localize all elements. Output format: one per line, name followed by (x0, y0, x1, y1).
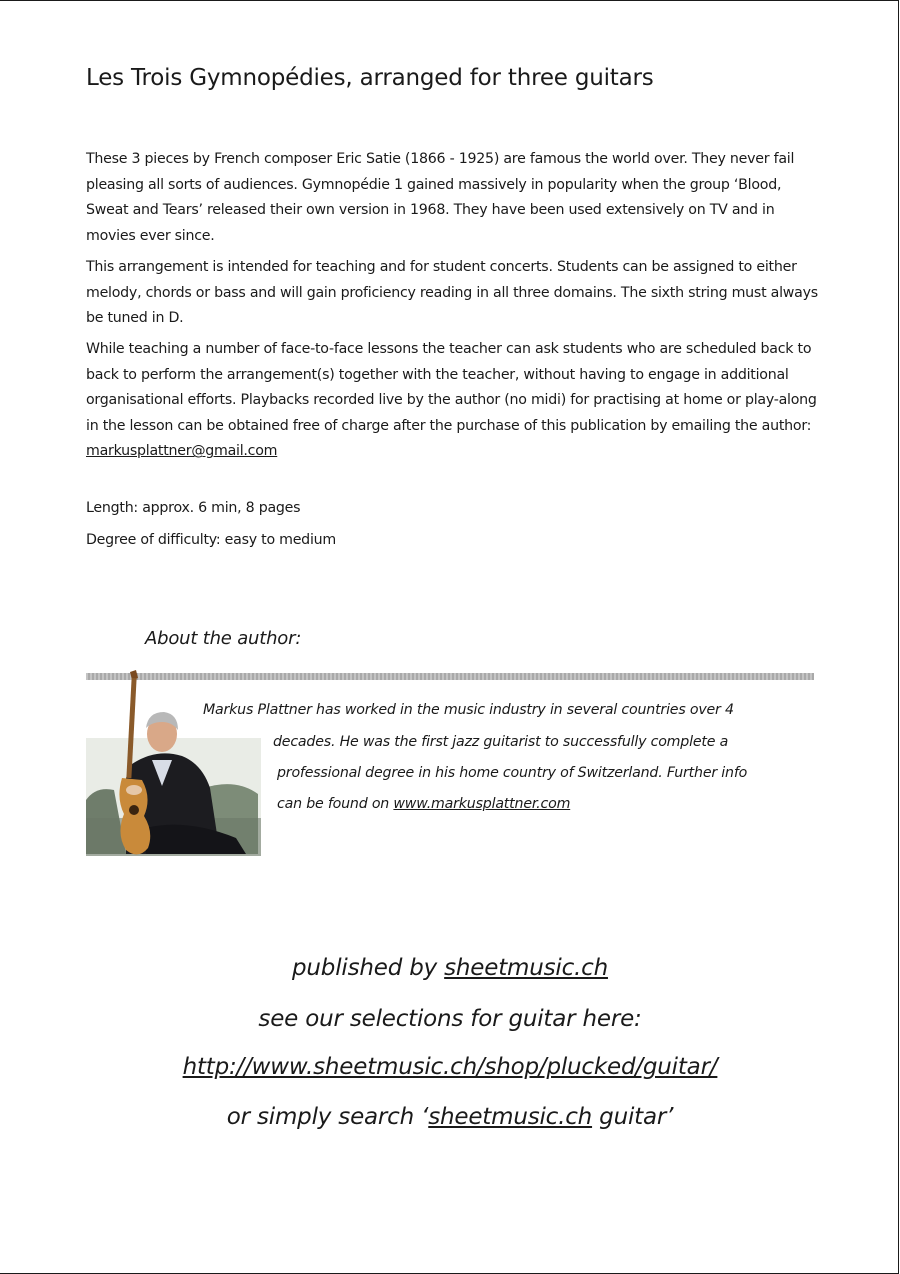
published-by-text: published by (292, 955, 445, 981)
author-photo-with-guitar-icon (86, 668, 261, 856)
shop-url-line (0, 1051, 900, 1083)
publisher-link[interactable]: sheetmusic.ch (444, 955, 608, 981)
author-bio-line-4-text: can be found on (277, 796, 394, 812)
description-paragraph-1: These 3 pieces by French composer Eric Satie (1866 - 1925) are famous the world over. They never fail pleasing all sorts of audiences. Gymnopédie 1 gained massively in popularity when the group ‘Blood, Sweat and Tears’ released their own version in 1968. They have been used extensively on TV and in movies ever since. (86, 151, 795, 244)
author-email-link[interactable]: markusplattner@gmail.com (86, 443, 278, 460)
description-paragraph-2: This arrangement is intended for teaching and for student concerts. Students can be assigned to either melody, chords or bass and will gain proficiency reading in all three domains. The sixth string must always be tuned in D. (86, 259, 818, 327)
about-author-heading: About the author: (145, 628, 302, 649)
author-bio-line-1: Markus Plattner has worked in the music industry in several countries over 4 (203, 702, 734, 718)
search-line (0, 1101, 900, 1133)
published-by-line (0, 952, 900, 984)
author-bio-line-4 (277, 794, 570, 814)
search-term-link[interactable]: sheetmusic.ch (428, 1104, 593, 1130)
author-photo (86, 668, 261, 856)
length-info: Length: approx. 6 min, 8 pages (86, 500, 301, 516)
difficulty-info: Degree of difficulty: easy to medium (86, 532, 336, 548)
description-paragraph-3 (86, 337, 822, 465)
search-prefix-text: or simply search ‘ (226, 1104, 429, 1130)
author-bio-line-3: professional degree in his home country of Switzerland. Further info (277, 765, 748, 781)
description-paragraph-3-text: While teaching a number of face-to-face lessons the teacher can ask students who are scheduled back to back to perform the arrangement(s) together with the teacher, without having to engage in additional organisational efforts. Playbacks recorded live by the author (no midi) for practising at home or play-along in the lesson can be obtained free of charge after the purchase of this publication by emailing the author: (86, 341, 817, 434)
author-website-link[interactable]: www.markusplattner.com (393, 796, 571, 812)
search-suffix-text: guitar’ (592, 1104, 674, 1130)
author-bio-line-2: decades. He was the first jazz guitarist to successfully complete a (273, 734, 729, 750)
selections-line: see our selections for guitar here: (258, 1006, 642, 1032)
page-title: Les Trois Gymnopédies, arranged for three guitars (86, 65, 654, 91)
shop-url-link[interactable]: http://www.sheetmusic.ch/shop/plucked/guitar/ (182, 1054, 718, 1080)
